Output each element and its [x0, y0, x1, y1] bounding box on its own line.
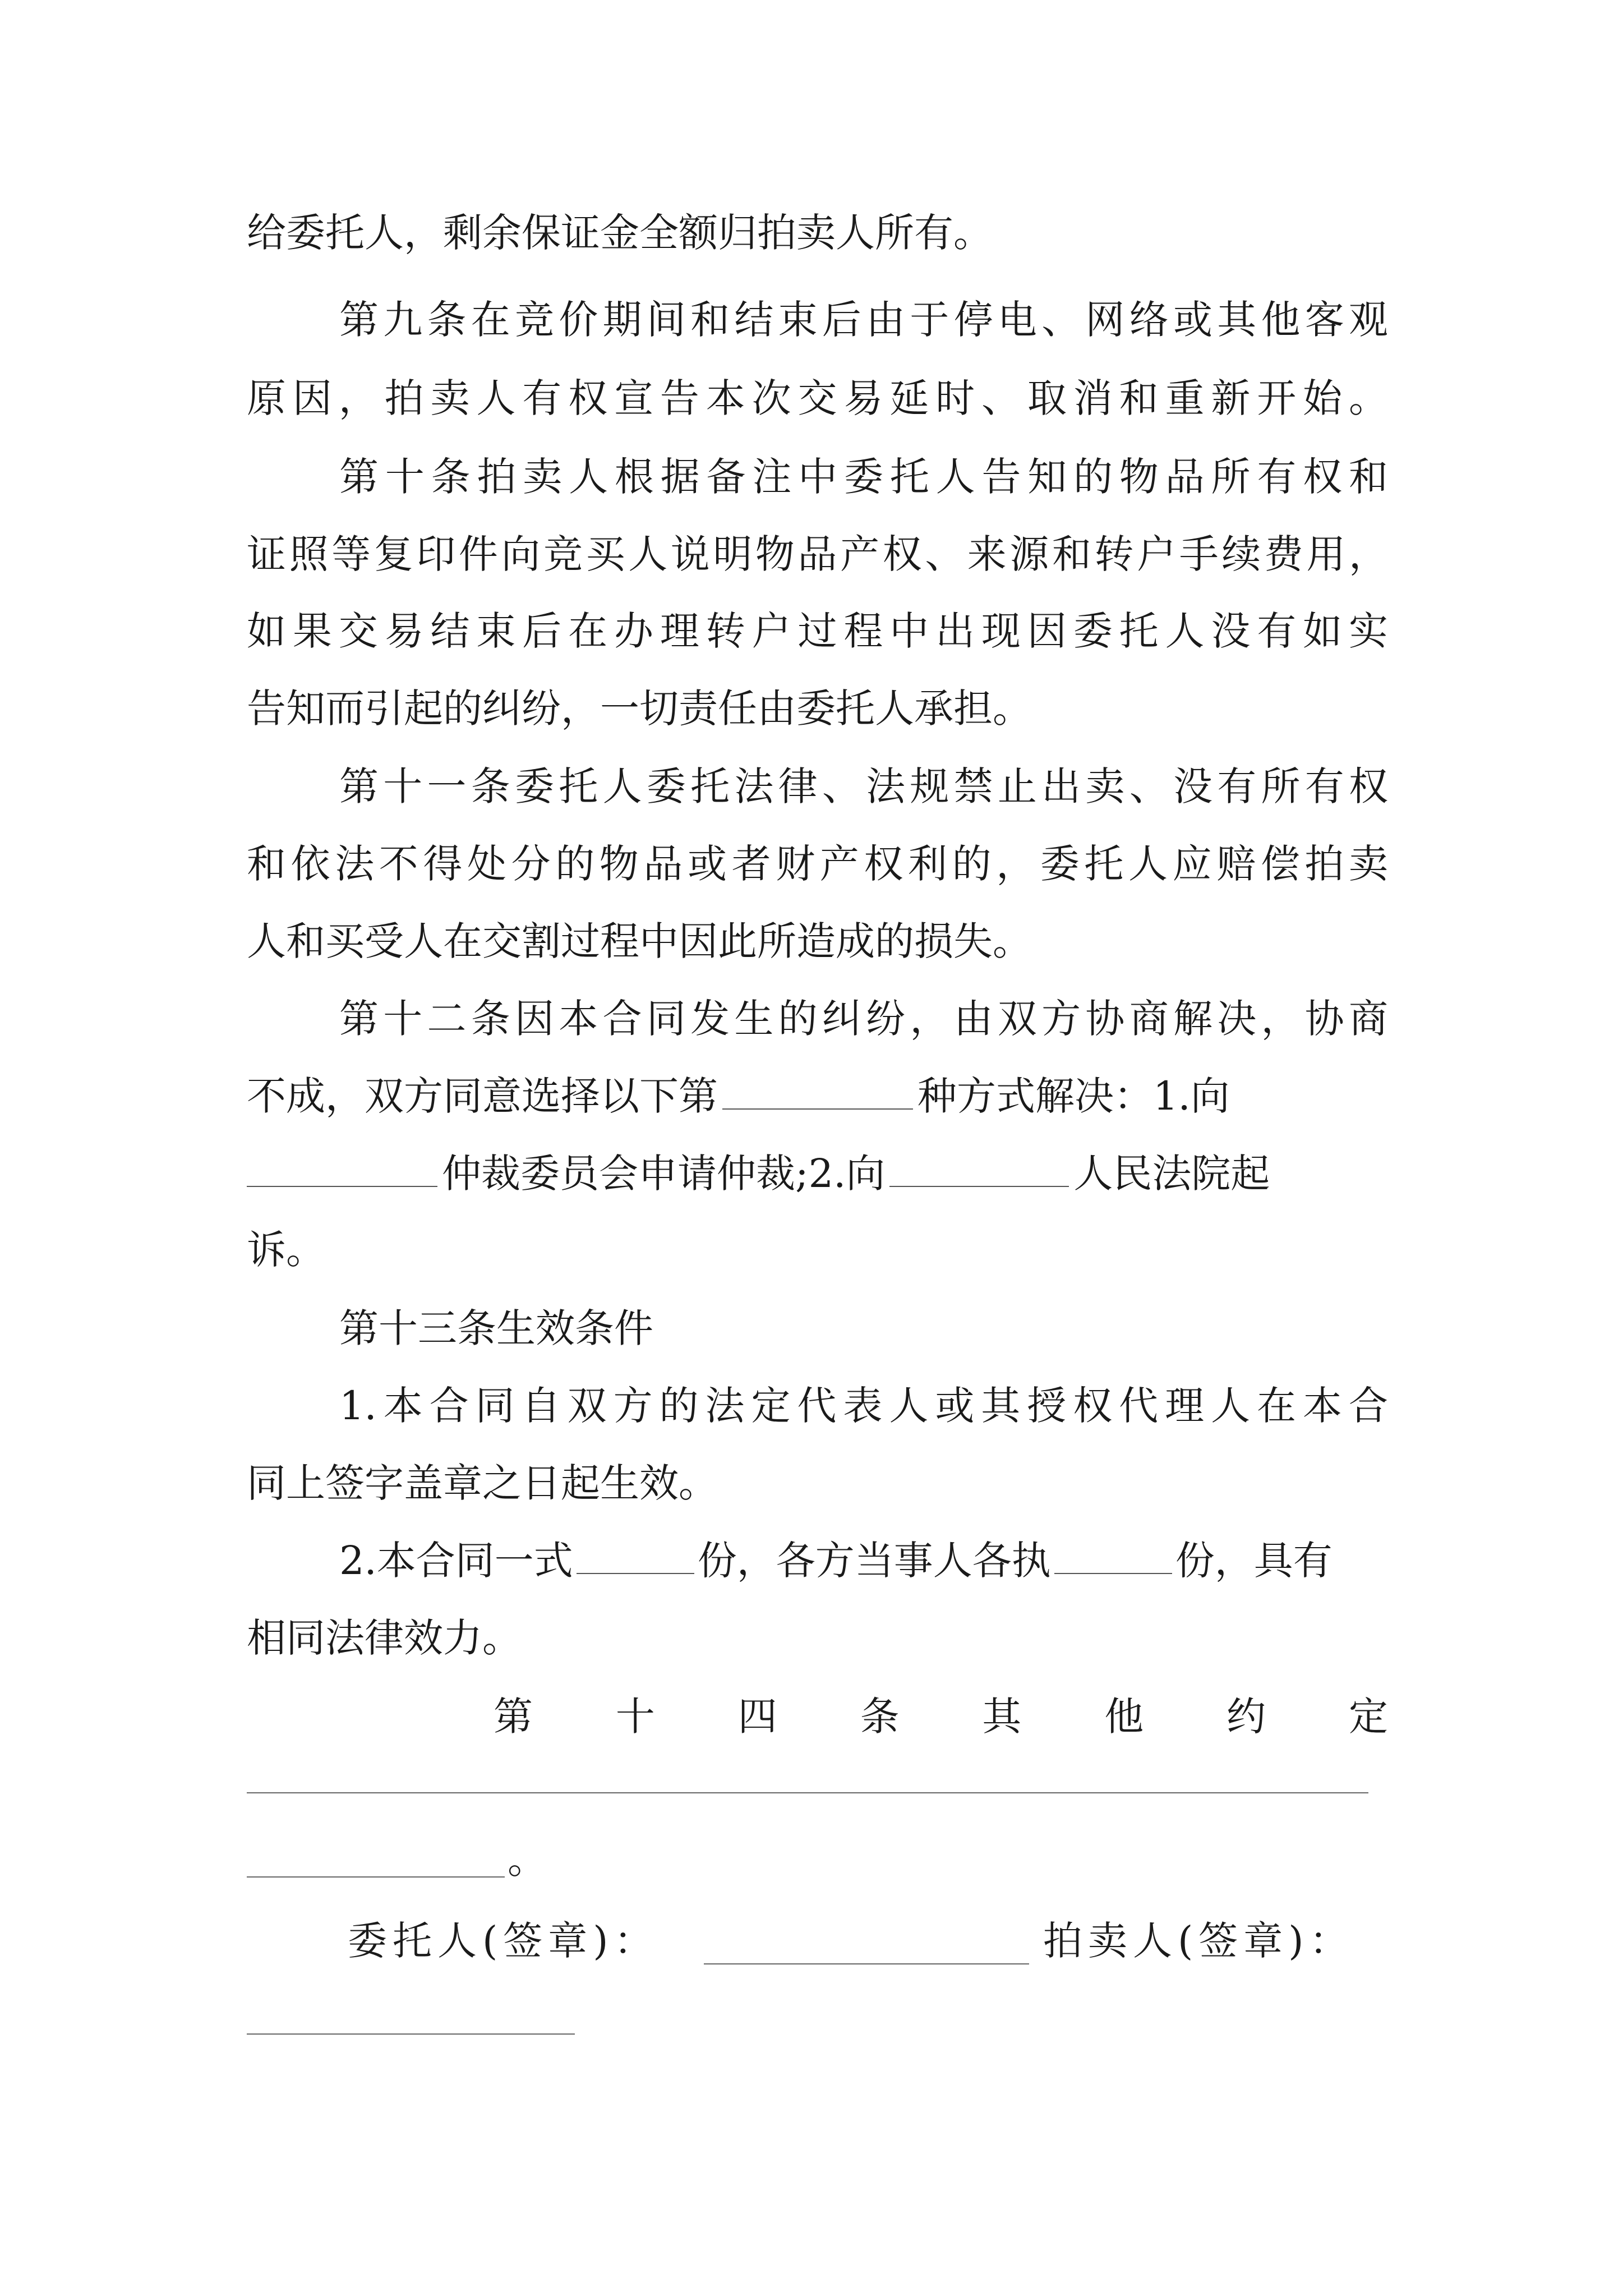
copies-text-a: 2.本合同一式	[339, 1538, 573, 1584]
article-11-line-3: 人和买受人在交割过程中因此所造成的损失。	[247, 918, 1032, 964]
article-12-line-2-text-b: 种方式解决：1.向	[917, 1073, 1230, 1119]
article-10-line-2: 证照等复印件向竞买人说明物品产权、来源和转户手续费用，	[247, 531, 1388, 577]
article-13-item-1-line-2: 同上签字盖章之日起生效。	[247, 1460, 718, 1506]
article-11-line-2: 和依法不得处分的物品或者财产权利的，委托人应赔偿拍卖	[247, 841, 1388, 887]
article-12-line-2-text-a: 不成，双方同意选择以下第	[247, 1073, 718, 1119]
total-copies-blank[interactable]	[577, 1538, 694, 1574]
arbitration-commission-blank[interactable]	[247, 1151, 437, 1187]
article-14-title-text: 第十四条其他约定	[494, 1694, 1388, 1740]
article-12-line-1: 第十二条因本合同发生的纠纷，由双方协商解决，协商	[339, 996, 1388, 1042]
article-12-line-3	[247, 1145, 1388, 1202]
principal-signature-line[interactable]	[704, 1963, 1029, 1964]
article-10-line-1: 第十条拍卖人根据备注中委托人告知的物品所有权和	[339, 454, 1388, 500]
article-12-line-2	[247, 1068, 1388, 1124]
copies-text-c: 份，具有	[1175, 1538, 1332, 1584]
article-11-line-1: 第十一条委托人委托法律、法规禁止出卖、没有所有权	[339, 763, 1388, 809]
auctioneer-signature-line[interactable]	[247, 2033, 575, 2035]
article-13-item-1-line-1: 1.本合同自双方的法定代表人或其授权代理人在本合	[339, 1383, 1388, 1429]
article-10-line-3: 如果交易结束后在办理转户过程中出现因委托人没有如实	[247, 608, 1388, 654]
copies-text-b: 份，各方当事人各执	[697, 1538, 1051, 1584]
article-12-line-3-text-a: 仲裁委员会申请仲裁;2.向	[442, 1151, 886, 1197]
article-14-title	[494, 1688, 1388, 1745]
each-party-copies-blank[interactable]	[1054, 1538, 1172, 1574]
article-13-item-2-line-1	[339, 1533, 1388, 1589]
article-14-end-mark: 。	[508, 1837, 547, 1883]
dispute-method-blank[interactable]	[722, 1074, 913, 1110]
principal-signature-label: 委托人(签章)：	[348, 1918, 659, 1964]
article-9-line-2: 原因，拍卖人有权宣告本次交易延时、取消和重新开始。	[247, 375, 1388, 421]
article-12-line-4: 诉。	[247, 1227, 325, 1273]
article-13-title: 第十三条生效条件	[339, 1305, 653, 1351]
auctioneer-signature-label: 拍卖人(签章)：	[1043, 1918, 1354, 1964]
article-10-line-4: 告知而引起的纠纷，一切责任由委托人承担。	[247, 685, 1032, 731]
paragraph-continuation: 给委托人，剩余保证金全额归拍卖人所有。	[247, 210, 993, 256]
article-13-item-2-line-2: 相同法律效力。	[247, 1615, 522, 1661]
court-blank[interactable]	[889, 1151, 1069, 1187]
other-terms-blank-line-1[interactable]	[247, 1792, 1368, 1793]
article-9-line-1: 第九条在竞价期间和结束后由于停电、网络或其他客观	[339, 297, 1388, 343]
other-terms-blank-line-2[interactable]	[247, 1876, 505, 1878]
article-12-line-3-text-b: 人民法院起	[1073, 1151, 1270, 1197]
